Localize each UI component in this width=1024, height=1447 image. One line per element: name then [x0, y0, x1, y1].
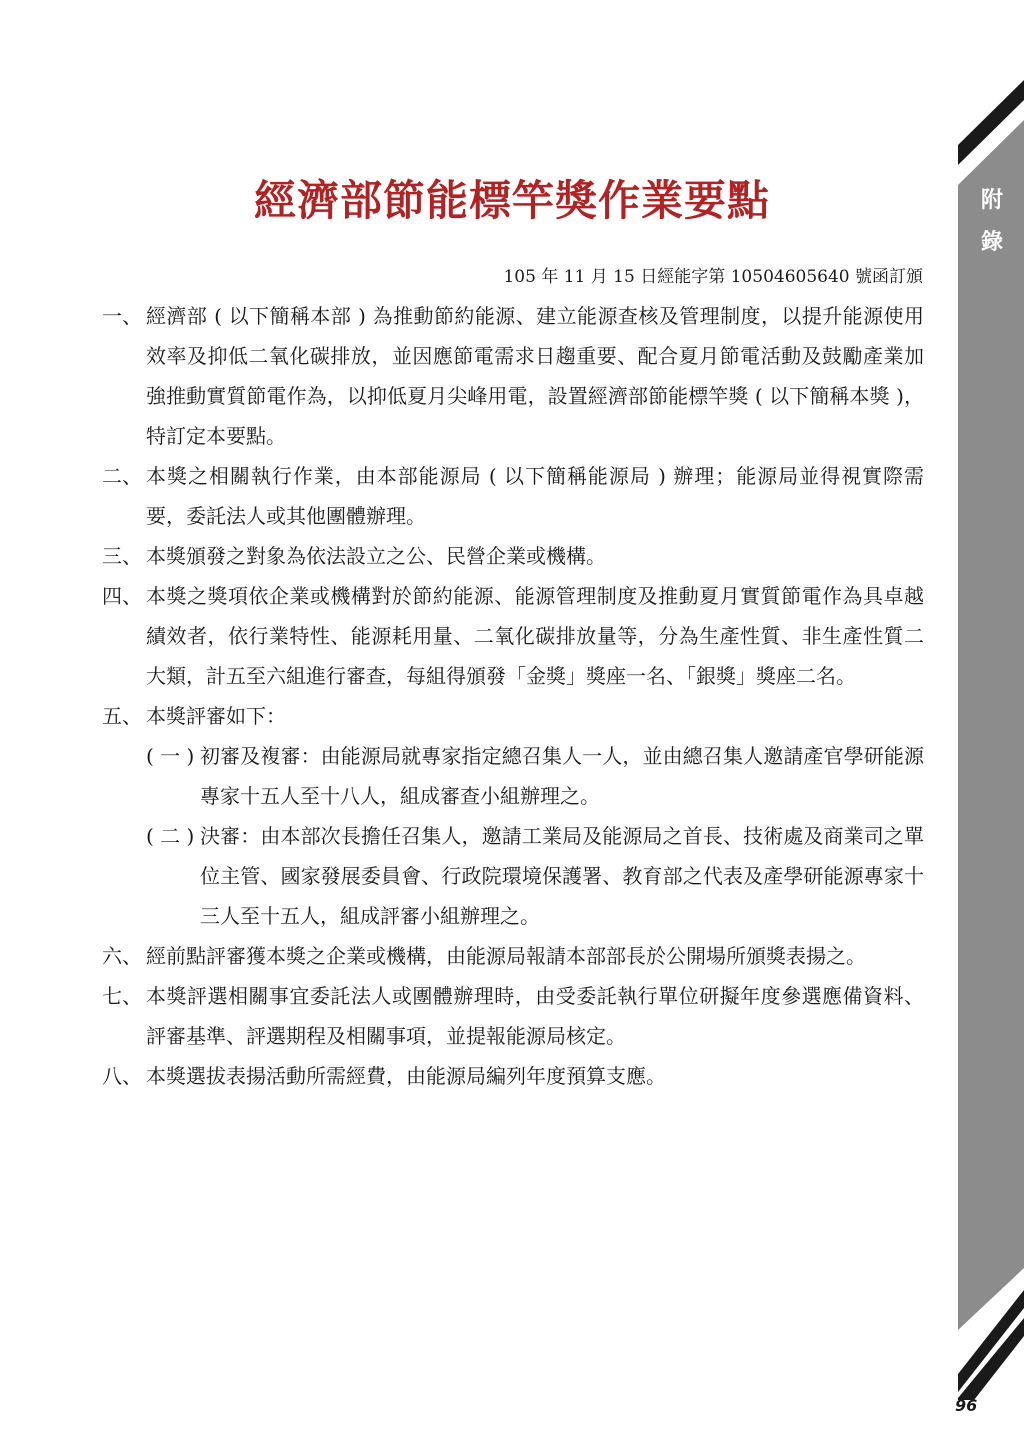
clause-text: 本獎頒發之對象為依法設立之公、民營企業或機構。	[146, 544, 606, 568]
clause-text: 本獎選拔表揚活動所需經費，由能源局編列年度預算支應。	[146, 1064, 666, 1088]
clause-6	[102, 936, 924, 976]
clause-1	[102, 296, 924, 456]
bottom-diagonal-stripe-2	[958, 1318, 1024, 1400]
clause-number: 一、	[102, 304, 142, 328]
subclause-1	[102, 736, 924, 816]
clause-number: 二、	[102, 464, 142, 488]
document-body	[102, 296, 924, 1096]
issuance-note: 105 年 11 月 15 日經能字第 10504605640 號函訂頒	[503, 267, 923, 287]
subclause-2	[102, 816, 924, 936]
clause-number: 六、	[102, 944, 142, 968]
clause-4	[102, 576, 924, 696]
clause-text: 本獎之相關執行作業，由本部能源局 ( 以下簡稱能源局 ) 辦理；能源局並得視實際需要，委託法人或其他團體辦理。	[146, 464, 924, 528]
subclause-number: ( 一 )	[146, 744, 195, 768]
clause-number: 五、	[102, 704, 142, 728]
clause-8	[102, 1056, 924, 1096]
side-tab-background	[958, 120, 1024, 1330]
clause-text: 經前點評審獲本獎之企業或機構，由能源局報請本部部長於公開場所頒獎表揚之。	[146, 944, 866, 968]
clause-5	[102, 696, 924, 736]
clause-text: 本獎之獎項依企業或機構對於節約能源、能源管理制度及推動夏月實質節電作為具卓越績效者，依行業特性、能源耗用量、二氧化碳排放量等，分為生產性質、非生產性質二大類，計五至六組進行審查，每組得頒發「金獎」獎座一名、「銀獎」獎座二名。	[146, 584, 924, 688]
page-number: 96	[955, 1396, 978, 1415]
document-title: 經濟部節能標竿獎作業要點	[253, 176, 770, 225]
clause-2	[102, 456, 924, 536]
clause-number: 八、	[102, 1064, 142, 1088]
clause-7	[102, 976, 924, 1056]
subclause-text: 初審及複審：由能源局就專家指定總召集人一人，並由總召集人邀請產官學研能源專家十五人至十八人，組成審查小組辦理之。	[200, 744, 924, 808]
clause-text: 本獎評審如下：	[146, 704, 286, 728]
appendix-label-char-2: 錄	[980, 230, 1003, 255]
clause-number: 四、	[102, 584, 142, 608]
clause-3	[102, 536, 924, 576]
clause-number: 三、	[102, 544, 142, 568]
clause-text: 經濟部 ( 以下簡稱本部 ) 為推動節約能源、建立能源查核及管理制度，以提升能源使用效率及抑低二氧化碳排放，並因應節電需求日趨重要、配合夏月節電活動及鼓勵產業加強推動實質節電作為，以抑低夏月尖峰用電，設置經濟部節能標竿獎 ( 以下簡稱本獎 )，特訂定本要點。	[146, 304, 924, 448]
subclause-number: ( 二 )	[146, 824, 195, 848]
appendix-label-char-1: 附	[980, 188, 1003, 213]
clause-number: 七、	[102, 984, 142, 1008]
clause-text: 本獎評選相關事宜委託法人或團體辦理時，由受委託執行單位研擬年度參選應備資料、評審基準、評選期程及相關事項，並提報能源局核定。	[146, 984, 924, 1048]
subclause-text: 決審：由本部次長擔任召集人，邀請工業局及能源局之首長、技術處及商業司之單位主管、國家發展委員會、行政院環境保護署、教育部之代表及產學研能源專家十三人至十五人，組成評審小組辦理之。	[200, 824, 924, 928]
